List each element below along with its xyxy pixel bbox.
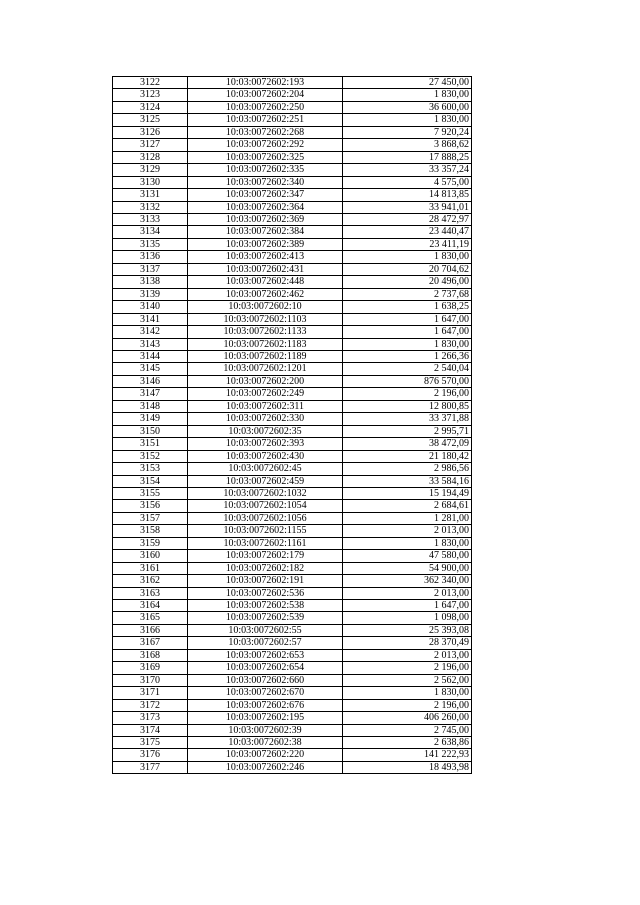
table-row xyxy=(113,313,472,325)
table-row xyxy=(113,164,472,176)
cadastral-number-cell: 10:03:0072602:462 xyxy=(188,288,343,300)
table-row xyxy=(113,537,472,549)
table-row xyxy=(113,89,472,101)
cadastral-number-cell: 10:03:0072602:35 xyxy=(188,425,343,437)
cadastral-number-cell: 10:03:0072602:369 xyxy=(188,213,343,225)
amount-cell: 1 647,00 xyxy=(343,326,472,338)
cadastral-number-cell: 10:03:0072602:538 xyxy=(188,600,343,612)
amount-cell: 33 357,24 xyxy=(343,164,472,176)
row-number-cell: 3141 xyxy=(113,313,188,325)
amount-cell: 2 013,00 xyxy=(343,525,472,537)
table-row xyxy=(113,674,472,686)
cadastral-number-cell: 10:03:0072602:1032 xyxy=(188,487,343,499)
table-row xyxy=(113,475,472,487)
table-row xyxy=(113,749,472,761)
cadastral-number-cell: 10:03:0072602:431 xyxy=(188,263,343,275)
cadastral-number-cell: 10:03:0072602:335 xyxy=(188,164,343,176)
cadastral-number-cell: 10:03:0072602:250 xyxy=(188,101,343,113)
cadastral-number-cell: 10:03:0072602:364 xyxy=(188,201,343,213)
data-table xyxy=(112,76,472,774)
row-number-cell: 3133 xyxy=(113,213,188,225)
table-row xyxy=(113,724,472,736)
amount-cell: 2 684,61 xyxy=(343,500,472,512)
cadastral-number-cell: 10:03:0072602:251 xyxy=(188,114,343,126)
amount-cell: 2 196,00 xyxy=(343,662,472,674)
amount-cell: 2 638,86 xyxy=(343,737,472,749)
amount-cell: 20 496,00 xyxy=(343,276,472,288)
cadastral-number-cell: 10:03:0072602:536 xyxy=(188,587,343,599)
row-number-cell: 3138 xyxy=(113,276,188,288)
row-number-cell: 3177 xyxy=(113,761,188,773)
row-number-cell: 3154 xyxy=(113,475,188,487)
table-row xyxy=(113,388,472,400)
row-number-cell: 3126 xyxy=(113,126,188,138)
amount-cell: 362 340,00 xyxy=(343,575,472,587)
amount-cell: 18 493,98 xyxy=(343,761,472,773)
cadastral-number-cell: 10:03:0072602:195 xyxy=(188,712,343,724)
cadastral-number-cell: 10:03:0072602:179 xyxy=(188,550,343,562)
cadastral-number-cell: 10:03:0072602:1183 xyxy=(188,338,343,350)
amount-cell: 2 013,00 xyxy=(343,587,472,599)
table-row xyxy=(113,575,472,587)
cadastral-number-cell: 10:03:0072602:1103 xyxy=(188,313,343,325)
row-number-cell: 3157 xyxy=(113,512,188,524)
row-number-cell: 3134 xyxy=(113,226,188,238)
row-number-cell: 3158 xyxy=(113,525,188,537)
table-row xyxy=(113,649,472,661)
table-row xyxy=(113,126,472,138)
row-number-cell: 3136 xyxy=(113,251,188,263)
row-number-cell: 3123 xyxy=(113,89,188,101)
table-row xyxy=(113,226,472,238)
cadastral-number-cell: 10:03:0072602:38 xyxy=(188,737,343,749)
amount-cell: 2 540,04 xyxy=(343,363,472,375)
cadastral-number-cell: 10:03:0072602:654 xyxy=(188,662,343,674)
cadastral-number-cell: 10:03:0072602:459 xyxy=(188,475,343,487)
cadastral-number-cell: 10:03:0072602:389 xyxy=(188,238,343,250)
amount-cell: 2 013,00 xyxy=(343,649,472,661)
amount-cell: 1 830,00 xyxy=(343,537,472,549)
table-row xyxy=(113,699,472,711)
table-row xyxy=(113,363,472,375)
row-number-cell: 3132 xyxy=(113,201,188,213)
cadastral-number-cell: 10:03:0072602:1155 xyxy=(188,525,343,537)
amount-cell: 2 196,00 xyxy=(343,388,472,400)
row-number-cell: 3145 xyxy=(113,363,188,375)
cadastral-number-cell: 10:03:0072602:393 xyxy=(188,438,343,450)
row-number-cell: 3165 xyxy=(113,612,188,624)
row-number-cell: 3155 xyxy=(113,487,188,499)
cadastral-number-cell: 10:03:0072602:55 xyxy=(188,624,343,636)
cadastral-number-cell: 10:03:0072602:311 xyxy=(188,400,343,412)
amount-cell: 17 888,25 xyxy=(343,151,472,163)
cadastral-number-cell: 10:03:0072602:347 xyxy=(188,189,343,201)
cadastral-number-cell: 10:03:0072602:39 xyxy=(188,724,343,736)
table-row xyxy=(113,139,472,151)
cadastral-number-cell: 10:03:0072602:384 xyxy=(188,226,343,238)
amount-cell: 27 450,00 xyxy=(343,77,472,89)
table-row xyxy=(113,463,472,475)
amount-cell: 2 986,56 xyxy=(343,463,472,475)
table-row xyxy=(113,189,472,201)
row-number-cell: 3144 xyxy=(113,350,188,362)
cadastral-number-cell: 10:03:0072602:676 xyxy=(188,699,343,711)
row-number-cell: 3156 xyxy=(113,500,188,512)
cadastral-number-cell: 10:03:0072602:330 xyxy=(188,413,343,425)
row-number-cell: 3129 xyxy=(113,164,188,176)
cadastral-number-cell: 10:03:0072602:246 xyxy=(188,761,343,773)
amount-cell: 1 098,00 xyxy=(343,612,472,624)
amount-cell: 406 260,00 xyxy=(343,712,472,724)
row-number-cell: 3168 xyxy=(113,649,188,661)
amount-cell: 23 440,47 xyxy=(343,226,472,238)
cadastral-number-cell: 10:03:0072602:1054 xyxy=(188,500,343,512)
cadastral-number-cell: 10:03:0072602:1056 xyxy=(188,512,343,524)
cadastral-number-cell: 10:03:0072602:448 xyxy=(188,276,343,288)
row-number-cell: 3160 xyxy=(113,550,188,562)
cadastral-number-cell: 10:03:0072602:45 xyxy=(188,463,343,475)
row-number-cell: 3167 xyxy=(113,637,188,649)
row-number-cell: 3122 xyxy=(113,77,188,89)
amount-cell: 1 647,00 xyxy=(343,600,472,612)
row-number-cell: 3148 xyxy=(113,400,188,412)
table-row xyxy=(113,587,472,599)
table-row xyxy=(113,500,472,512)
amount-cell: 36 600,00 xyxy=(343,101,472,113)
row-number-cell: 3143 xyxy=(113,338,188,350)
table-row xyxy=(113,276,472,288)
table-row xyxy=(113,761,472,773)
amount-cell: 2 995,71 xyxy=(343,425,472,437)
cadastral-number-cell: 10:03:0072602:670 xyxy=(188,687,343,699)
amount-cell: 2 737,68 xyxy=(343,288,472,300)
table-row xyxy=(113,326,472,338)
table-row xyxy=(113,301,472,313)
amount-cell: 7 920,24 xyxy=(343,126,472,138)
row-number-cell: 3159 xyxy=(113,537,188,549)
row-number-cell: 3128 xyxy=(113,151,188,163)
cadastral-number-cell: 10:03:0072602:200 xyxy=(188,375,343,387)
amount-cell: 33 584,16 xyxy=(343,475,472,487)
amount-cell: 1 830,00 xyxy=(343,251,472,263)
amount-cell: 47 580,00 xyxy=(343,550,472,562)
cadastral-number-cell: 10:03:0072602:268 xyxy=(188,126,343,138)
row-number-cell: 3135 xyxy=(113,238,188,250)
table-row xyxy=(113,114,472,126)
table-row xyxy=(113,201,472,213)
row-number-cell: 3166 xyxy=(113,624,188,636)
table-row xyxy=(113,413,472,425)
amount-cell: 23 411,19 xyxy=(343,238,472,250)
amount-cell: 1 830,00 xyxy=(343,114,472,126)
row-number-cell: 3149 xyxy=(113,413,188,425)
table-row xyxy=(113,512,472,524)
cadastral-number-cell: 10:03:0072602:340 xyxy=(188,176,343,188)
cadastral-number-cell: 10:03:0072602:430 xyxy=(188,450,343,462)
amount-cell: 1 638,25 xyxy=(343,301,472,313)
row-number-cell: 3130 xyxy=(113,176,188,188)
row-number-cell: 3153 xyxy=(113,463,188,475)
table-row xyxy=(113,525,472,537)
table-row xyxy=(113,288,472,300)
cadastral-number-cell: 10:03:0072602:1189 xyxy=(188,350,343,362)
amount-cell: 38 472,09 xyxy=(343,438,472,450)
amount-cell: 3 868,62 xyxy=(343,139,472,151)
table-row xyxy=(113,550,472,562)
cadastral-number-cell: 10:03:0072602:413 xyxy=(188,251,343,263)
amount-cell: 54 900,00 xyxy=(343,562,472,574)
row-number-cell: 3147 xyxy=(113,388,188,400)
amount-cell: 141 222,93 xyxy=(343,749,472,761)
amount-cell: 33 941,01 xyxy=(343,201,472,213)
table-row xyxy=(113,263,472,275)
amount-cell: 1 647,00 xyxy=(343,313,472,325)
table-row xyxy=(113,176,472,188)
cadastral-number-cell: 10:03:0072602:220 xyxy=(188,749,343,761)
cadastral-number-cell: 10:03:0072602:660 xyxy=(188,674,343,686)
row-number-cell: 3171 xyxy=(113,687,188,699)
row-number-cell: 3124 xyxy=(113,101,188,113)
cadastral-number-cell: 10:03:0072602:653 xyxy=(188,649,343,661)
amount-cell: 1 281,00 xyxy=(343,512,472,524)
row-number-cell: 3169 xyxy=(113,662,188,674)
row-number-cell: 3131 xyxy=(113,189,188,201)
amount-cell: 33 371,88 xyxy=(343,413,472,425)
table-row xyxy=(113,438,472,450)
cadastral-number-cell: 10:03:0072602:539 xyxy=(188,612,343,624)
cadastral-number-cell: 10:03:0072602:10 xyxy=(188,301,343,313)
row-number-cell: 3161 xyxy=(113,562,188,574)
row-number-cell: 3146 xyxy=(113,375,188,387)
cadastral-number-cell: 10:03:0072602:1161 xyxy=(188,537,343,549)
table-row xyxy=(113,562,472,574)
table-row xyxy=(113,712,472,724)
row-number-cell: 3162 xyxy=(113,575,188,587)
row-number-cell: 3150 xyxy=(113,425,188,437)
row-number-cell: 3172 xyxy=(113,699,188,711)
table-row xyxy=(113,350,472,362)
row-number-cell: 3173 xyxy=(113,712,188,724)
table-body xyxy=(113,77,472,774)
table-row xyxy=(113,662,472,674)
amount-cell: 15 194,49 xyxy=(343,487,472,499)
amount-cell: 14 813,85 xyxy=(343,189,472,201)
row-number-cell: 3164 xyxy=(113,600,188,612)
amount-cell: 2 562,00 xyxy=(343,674,472,686)
row-number-cell: 3140 xyxy=(113,301,188,313)
row-number-cell: 3125 xyxy=(113,114,188,126)
table-row xyxy=(113,238,472,250)
table-row xyxy=(113,375,472,387)
amount-cell: 2 196,00 xyxy=(343,699,472,711)
amount-cell: 1 266,36 xyxy=(343,350,472,362)
row-number-cell: 3174 xyxy=(113,724,188,736)
table-row xyxy=(113,687,472,699)
cadastral-number-cell: 10:03:0072602:292 xyxy=(188,139,343,151)
amount-cell: 876 570,00 xyxy=(343,375,472,387)
table-row xyxy=(113,637,472,649)
table-row xyxy=(113,612,472,624)
row-number-cell: 3176 xyxy=(113,749,188,761)
cadastral-number-cell: 10:03:0072602:193 xyxy=(188,77,343,89)
table-row xyxy=(113,450,472,462)
table-row xyxy=(113,151,472,163)
amount-cell: 1 830,00 xyxy=(343,89,472,101)
amount-cell: 28 370,49 xyxy=(343,637,472,649)
row-number-cell: 3142 xyxy=(113,326,188,338)
table-row xyxy=(113,400,472,412)
amount-cell: 1 830,00 xyxy=(343,687,472,699)
row-number-cell: 3152 xyxy=(113,450,188,462)
table-row xyxy=(113,425,472,437)
amount-cell: 2 745,00 xyxy=(343,724,472,736)
cadastral-number-cell: 10:03:0072602:182 xyxy=(188,562,343,574)
cadastral-number-cell: 10:03:0072602:325 xyxy=(188,151,343,163)
amount-cell: 4 575,00 xyxy=(343,176,472,188)
amount-cell: 21 180,42 xyxy=(343,450,472,462)
row-number-cell: 3163 xyxy=(113,587,188,599)
table-row xyxy=(113,600,472,612)
table-row xyxy=(113,737,472,749)
table-row xyxy=(113,77,472,89)
table-row xyxy=(113,251,472,263)
table-row xyxy=(113,624,472,636)
row-number-cell: 3127 xyxy=(113,139,188,151)
row-number-cell: 3137 xyxy=(113,263,188,275)
amount-cell: 20 704,62 xyxy=(343,263,472,275)
row-number-cell: 3175 xyxy=(113,737,188,749)
amount-cell: 28 472,97 xyxy=(343,213,472,225)
amount-cell: 12 800,85 xyxy=(343,400,472,412)
cadastral-number-cell: 10:03:0072602:249 xyxy=(188,388,343,400)
cadastral-number-cell: 10:03:0072602:57 xyxy=(188,637,343,649)
amount-cell: 25 393,08 xyxy=(343,624,472,636)
row-number-cell: 3139 xyxy=(113,288,188,300)
cadastral-number-cell: 10:03:0072602:191 xyxy=(188,575,343,587)
table-row xyxy=(113,338,472,350)
table-row xyxy=(113,213,472,225)
cadastral-number-cell: 10:03:0072602:1133 xyxy=(188,326,343,338)
table-row xyxy=(113,101,472,113)
table-row xyxy=(113,487,472,499)
cadastral-number-cell: 10:03:0072602:204 xyxy=(188,89,343,101)
row-number-cell: 3151 xyxy=(113,438,188,450)
amount-cell: 1 830,00 xyxy=(343,338,472,350)
row-number-cell: 3170 xyxy=(113,674,188,686)
cadastral-number-cell: 10:03:0072602:1201 xyxy=(188,363,343,375)
